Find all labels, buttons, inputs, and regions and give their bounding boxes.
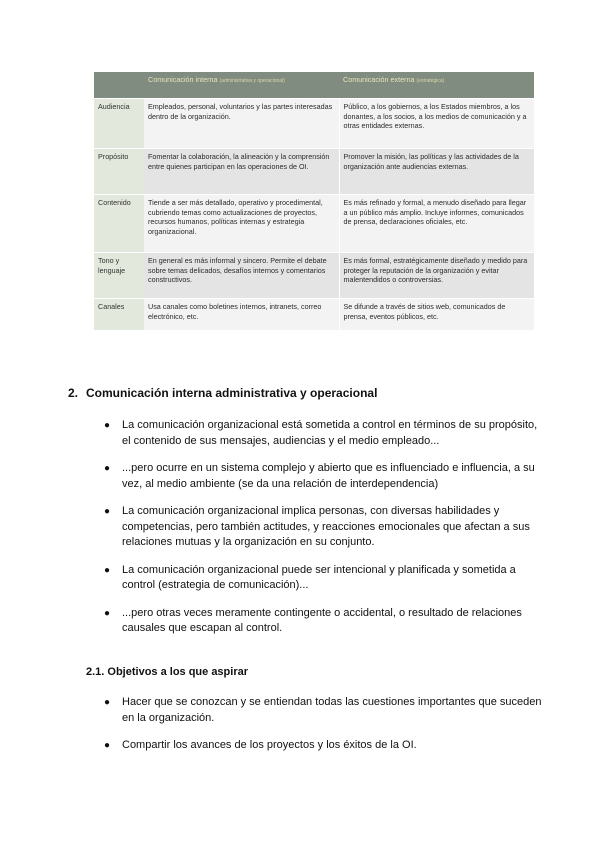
list-item-text: La comunicación organizacional implica personas, con diversas habilidades y competencias, pero también actitudes, y reacciones emocionales que afectan a sus relaciones mutuas y la organización en su conjunto. [122, 505, 530, 548]
cell-external: Es más formal, estratégicamente diseñado y medido para proteger la reputación de la organización y evitar malentendidos o controversias. [339, 253, 534, 299]
cell-internal: En general es más informal y sincero. Permite el debate sobre temas delicados, desafíos internos y comentarios constructivos. [144, 253, 339, 299]
header-internal [144, 72, 339, 99]
comparison-table [94, 72, 534, 331]
table-row [94, 195, 534, 253]
header-internal-title: Comunicación interna [148, 75, 218, 84]
table-header-row [94, 72, 534, 99]
cell-external: Público, a los gobiernos, a los Estados miembros, a los donantes, a los socios, a los medios de comunicación y a otras entidades externas. [339, 99, 534, 149]
row-label: Contenido [94, 195, 144, 253]
section-bullet-list [104, 418, 544, 649]
subsection-heading: 2.1. Objetivos a los que aspirar [86, 666, 249, 678]
list-item-text: La comunicación organizacional está sometida a control en términos de su propósito, el contenido de sus mensajes, audiencias y el medio empleado... [122, 419, 538, 447]
subsection-bullet-list [104, 695, 544, 766]
bullet-icon: ● [104, 463, 111, 474]
table-row [94, 253, 534, 299]
list-item [104, 563, 544, 594]
cell-internal: Usa canales como boletines internos, intranets, correo electrónico, etc. [144, 299, 339, 331]
section-heading [68, 386, 377, 400]
list-item [104, 461, 544, 492]
table-row [94, 149, 534, 195]
cell-internal: Tiende a ser más detallado, operativo y procedimental, cubriendo temas como actualizaciones de proyectos, recursos humanos, políticas internas y estrategia organizacional. [144, 195, 339, 253]
section-number: 2. [68, 386, 79, 400]
cell-internal: Empleados, personal, voluntarios y las partes interesadas dentro de la organización. [144, 99, 339, 149]
header-external-title: Comunicación externa [343, 75, 415, 84]
list-item [104, 606, 544, 637]
table-row [94, 299, 534, 331]
row-label: Audiencia [94, 99, 144, 149]
bullet-icon: ● [104, 564, 111, 576]
list-item [104, 418, 544, 449]
list-item-text: La comunicación organizacional puede ser intencional y planificada y sometida a control (estrategia de comunicación)... [122, 563, 516, 591]
list-item-text: ...pero ocurre en un sistema complejo y abierto que es influenciado e influencia, a su vez, al medio ambiente (se da una relación de interdependencia) [122, 462, 535, 490]
cell-external: Se difunde a través de sitios web, comunicados de prensa, eventos públicos, etc. [339, 299, 534, 331]
list-item-text: Hacer que se conozcan y se entiendan todas las cuestiones importantes que suceden en la organización. [122, 696, 542, 724]
section-title: Comunicación interna administrativa y operacional [86, 386, 378, 400]
bullet-icon: ● [104, 740, 111, 751]
header-internal-note: (administrativa y operacional) [219, 78, 285, 84]
list-item [104, 738, 544, 754]
list-item-text: ...pero otras veces meramente contingente o accidental, o resultado de relaciones causales que escapan al control. [122, 606, 522, 634]
list-item [104, 504, 544, 551]
table-corner-cell [94, 72, 144, 99]
cell-internal: Fomentar la colaboración, la alineación y la comprensión entre quienes participan en las operaciones de OI. [144, 149, 339, 195]
comparison-table-wrapper [94, 72, 534, 331]
cell-external: Promover la misión, las políticas y las actividades de la organización ante audiencias externas. [339, 149, 534, 195]
cell-external: Es más refinado y formal, a menudo diseñado para llegar a un público más amplio. Incluye informes, comunicados de prensa, declaraciones oficiales, etc. [339, 195, 534, 253]
row-label: Canales [94, 299, 144, 331]
row-label: Tono y lenguaje [94, 253, 144, 299]
list-item [104, 695, 544, 726]
header-external-note: (estratégica) [416, 78, 445, 84]
table-row [94, 99, 534, 149]
list-item-text: Compartir los avances de los proyectos y los éxitos de la OI. [122, 739, 417, 751]
header-external [339, 72, 534, 99]
bullet-icon: ● [104, 607, 111, 619]
bullet-icon: ● [104, 420, 111, 431]
row-label: Propósito [94, 149, 144, 195]
bullet-icon: ● [104, 506, 111, 517]
bullet-icon: ● [104, 697, 111, 708]
